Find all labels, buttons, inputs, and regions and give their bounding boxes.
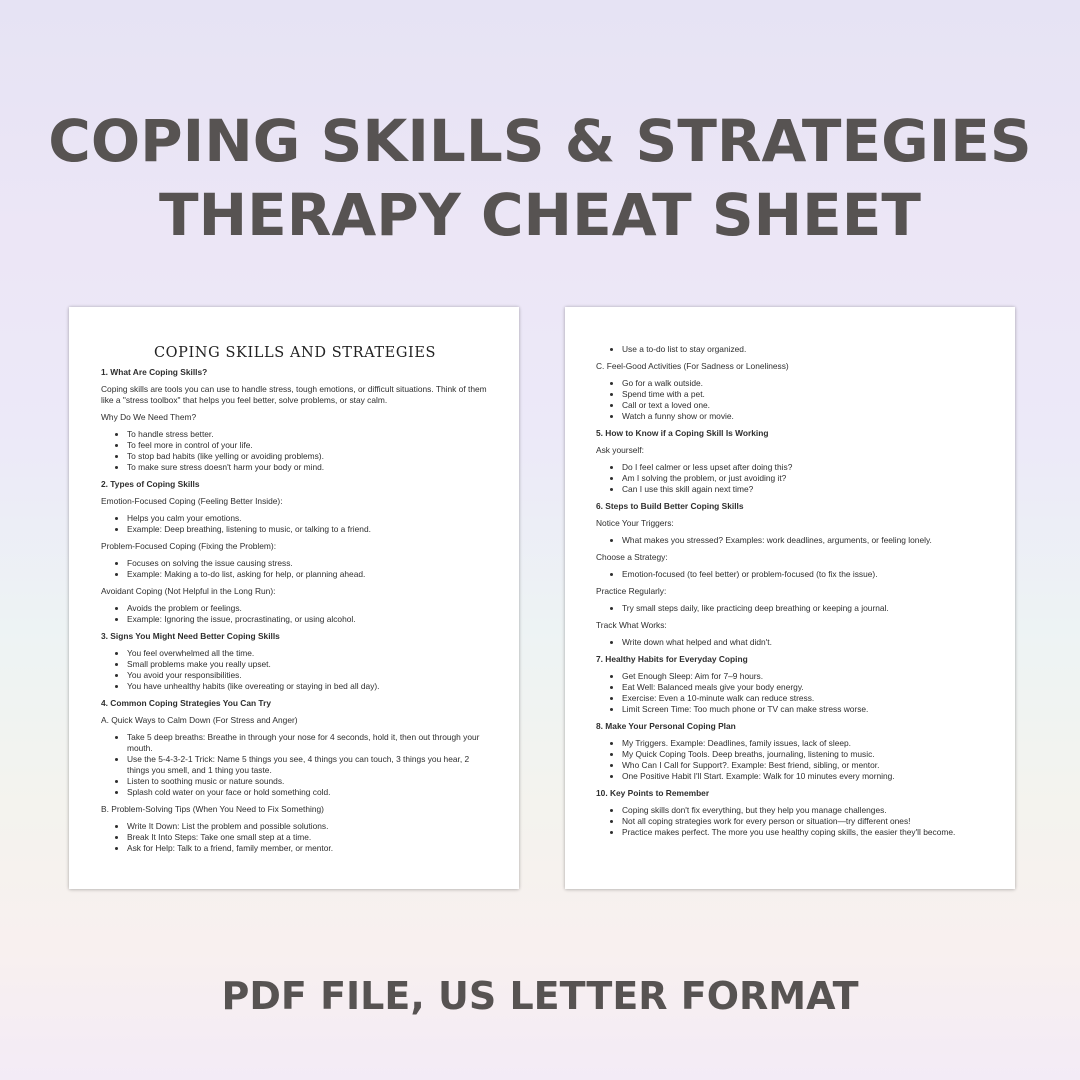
section-heading-healthy-habits: 7. Healthy Habits for Everyday Coping: [596, 654, 748, 664]
bullet-list: [101, 429, 489, 473]
list-item: • Coping skills don't fix everything, but they help you manage challenges.: [622, 805, 991, 816]
list-item: • Call or text a loved one.: [622, 400, 991, 411]
section-heading-types: 2. Types of Coping Skills: [101, 479, 200, 489]
bullet-list: [596, 671, 991, 715]
subheading-choose-strategy: Choose a Strategy:: [596, 552, 668, 562]
list-item: • To make sure stress doesn't harm your body or mind.: [127, 462, 489, 473]
bullet-list: [596, 344, 991, 355]
list-item: • Do I feel calmer or less upset after doing this?: [622, 462, 991, 473]
list-item: • Focuses on solving the issue causing stress.: [127, 558, 489, 569]
list-item: • Go for a walk outside.: [622, 378, 991, 389]
list-item: • Try small steps daily, like practicing deep breathing or keeping a journal.: [622, 603, 991, 614]
list-item: • Helps you calm your emotions.: [127, 513, 489, 524]
list-item: • To feel more in control of your life.: [127, 440, 489, 451]
list-item: • One Positive Habit I'll Start. Example: Walk for 10 minutes every morning.: [622, 771, 991, 782]
section-heading-coping-plan: 8. Make Your Personal Coping Plan: [596, 721, 736, 731]
section-heading-what-are-coping-skills: 1. What Are Coping Skills?: [101, 367, 208, 377]
list-item: • Eat Well: Balanced meals give your body energy.: [622, 682, 991, 693]
list-item: • Can I use this skill again next time?: [622, 484, 991, 495]
list-item: • Listen to soothing music or nature sounds.: [127, 776, 489, 787]
list-item: • My Quick Coping Tools. Deep breaths, journaling, listening to music.: [622, 749, 991, 760]
subheading-feel-good: C. Feel-Good Activities (For Sadness or Loneliness): [596, 361, 789, 371]
list-item: • Use a to-do list to stay organized.: [622, 344, 991, 355]
list-item: • Practice makes perfect. The more you use healthy coping skills, the easier they'll become.: [622, 827, 991, 838]
list-item: • Example: Deep breathing, listening to music, or talking to a friend.: [127, 524, 489, 535]
section-body: Coping skills are tools you can use to handle stress, tough emotions, or difficult situations. Think of them like a "stress toolbox" that helps you feel better, solve problems, or stay calm.: [101, 384, 487, 405]
list-item: • Small problems make you really upset.: [127, 659, 489, 670]
bullet-list: [101, 513, 489, 535]
section-heading-how-to-know: 5. How to Know if a Coping Skill Is Working: [596, 428, 769, 438]
bullet-list: [101, 648, 489, 692]
subheading-avoidant: Avoidant Coping (Not Helpful in the Long Run):: [101, 586, 276, 596]
bullet-list: [101, 821, 489, 854]
subheading-why-need: Why Do We Need Them?: [101, 412, 197, 422]
list-item: • To handle stress better.: [127, 429, 489, 440]
list-item: • Watch a funny show or movie.: [622, 411, 991, 422]
section-heading-steps: 6. Steps to Build Better Coping Skills: [596, 501, 744, 511]
section-heading-key-points: 10. Key Points to Remember: [596, 788, 710, 798]
list-item: • Not all coping strategies work for every person or situation—try different ones!: [622, 816, 991, 827]
subheading-practice: Practice Regularly:: [596, 586, 667, 596]
document-title: COPING SKILLS AND STRATEGIES: [153, 345, 437, 361]
list-item: • Write down what helped and what didn't.: [622, 637, 991, 648]
list-item: • Exercise: Even a 10-minute walk can reduce stress.: [622, 693, 991, 704]
bullet-list: [101, 732, 489, 798]
hero-title-line-1: COPING SKILLS & STRATEGIES: [48, 107, 1032, 175]
list-item: • Ask for Help: Talk to a friend, family member, or mentor.: [127, 843, 489, 854]
subheading-ask-yourself: Ask yourself:: [596, 445, 644, 455]
bullet-list: [596, 535, 991, 546]
list-item: • Write It Down: List the problem and possible solutions.: [127, 821, 489, 832]
hero-title: [0, 104, 1080, 252]
list-item: • Who Can I Call for Support?. Example: Best friend, sibling, or mentor.: [622, 760, 991, 771]
list-item: • Example: Ignoring the issue, procrastinating, or using alcohol.: [127, 614, 489, 625]
document-page-right: [565, 307, 1015, 889]
subheading-problem-focused: Problem-Focused Coping (Fixing the Problem):: [101, 541, 277, 551]
list-item: • Get Enough Sleep: Aim for 7–9 hours.: [622, 671, 991, 682]
list-item: • Take 5 deep breaths: Breathe in through your nose for 4 seconds, hold it, then out through your mouth.: [127, 732, 489, 754]
subheading-calm-down: A. Quick Ways to Calm Down (For Stress and Anger): [101, 715, 298, 725]
bullet-list: [596, 569, 991, 580]
list-item: • Emotion-focused (to feel better) or problem-focused (to fix the issue).: [622, 569, 991, 580]
bullet-list: [596, 805, 991, 838]
subheading-triggers: Notice Your Triggers:: [596, 518, 674, 528]
list-item: • What makes you stressed? Examples: work deadlines, arguments, or feeling lonely.: [622, 535, 991, 546]
list-item: • My Triggers. Example: Deadlines, family issues, lack of sleep.: [622, 738, 991, 749]
list-item: • You feel overwhelmed all the time.: [127, 648, 489, 659]
list-item: • Break It Into Steps: Take one small step at a time.: [127, 832, 489, 843]
document-page-left: [69, 307, 519, 889]
list-item: • Splash cold water on your face or hold something cold.: [127, 787, 489, 798]
subheading-emotion-focused: Emotion-Focused Coping (Feeling Better Inside):: [101, 496, 283, 506]
list-item: • Use the 5-4-3-2-1 Trick: Name 5 things you see, 4 things you can touch, 3 things you hear, 2 things you smell, and 1 thing you taste.: [127, 754, 489, 776]
bullet-list: [596, 738, 991, 782]
list-item: • To stop bad habits (like yelling or avoiding problems).: [127, 451, 489, 462]
format-label: PDF FILE, US LETTER FORMAT: [221, 974, 859, 1018]
list-item: • You have unhealthy habits (like overeating or staying in bed all day).: [127, 681, 489, 692]
list-item: • Am I solving the problem, or just avoiding it?: [622, 473, 991, 484]
list-item: • Spend time with a pet.: [622, 389, 991, 400]
section-heading-signs: 3. Signs You Might Need Better Coping Skills: [101, 631, 280, 641]
subheading-track: Track What Works:: [596, 620, 667, 630]
bullet-list: [596, 378, 991, 422]
bullet-list: [596, 637, 991, 648]
section-heading-strategies: 4. Common Coping Strategies You Can Try: [101, 698, 272, 708]
bullet-list: [596, 462, 991, 495]
bullet-list: [101, 603, 489, 625]
subheading-problem-solving: B. Problem-Solving Tips (When You Need to Fix Something): [101, 804, 324, 814]
list-item: • Example: Making a to-do list, asking for help, or planning ahead.: [127, 569, 489, 580]
list-item: • Limit Screen Time: Too much phone or TV can make stress worse.: [622, 704, 991, 715]
list-item: • You avoid your responsibilities.: [127, 670, 489, 681]
hero-title-line-2: THERAPY CHEAT SHEET: [159, 181, 921, 249]
list-item: • Avoids the problem or feelings.: [127, 603, 489, 614]
bullet-list: [596, 603, 991, 614]
bullet-list: [101, 558, 489, 580]
